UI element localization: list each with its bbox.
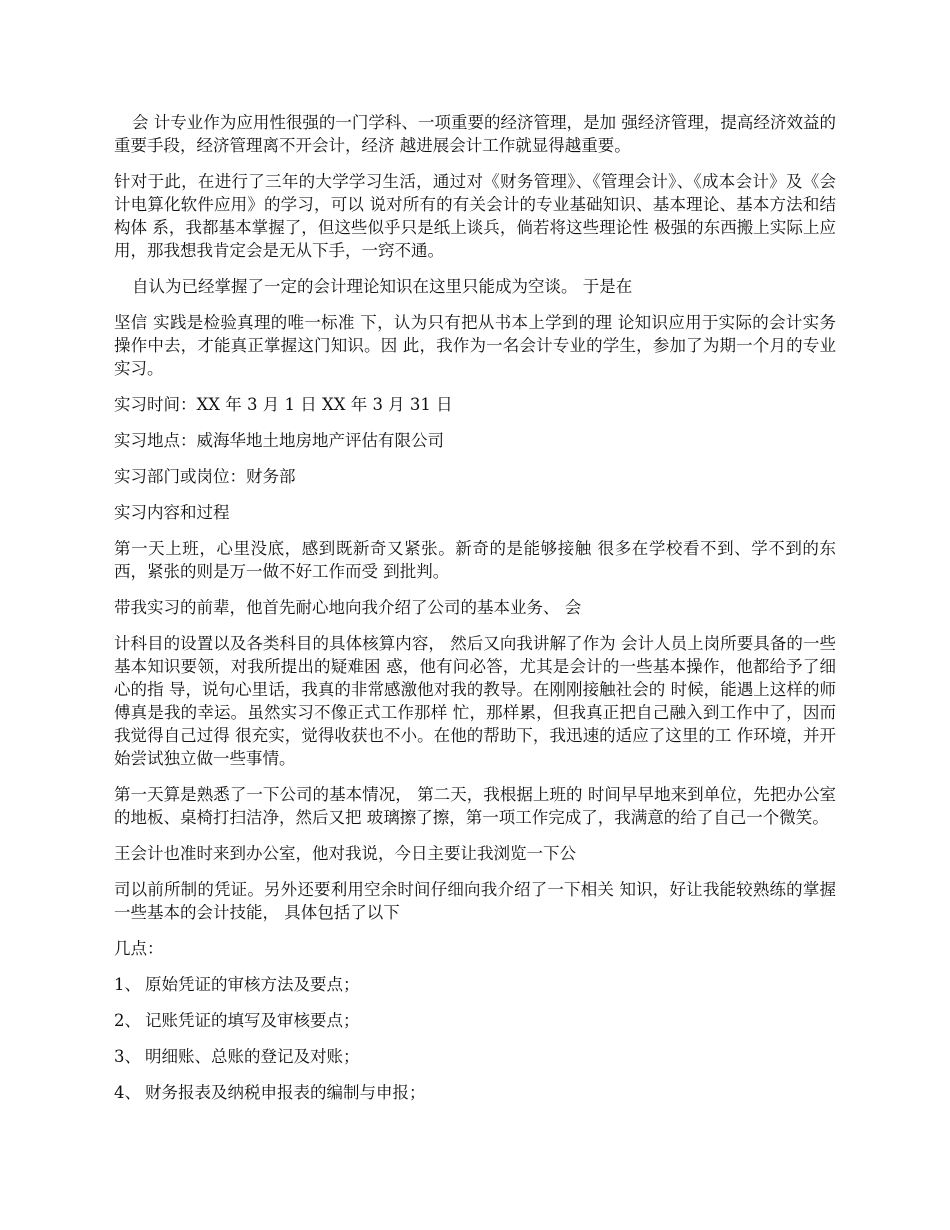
list-item-number: 3、 xyxy=(114,1047,141,1066)
list-item-number: 2、 xyxy=(114,1011,141,1030)
internship-location: 实习地点：威海华地土地房地产评估有限公司 xyxy=(114,431,444,450)
list-item-text: 明细账、总账的登记及对账； xyxy=(145,1047,360,1066)
list-item-number: 4、 xyxy=(114,1083,141,1102)
paragraph-mentor: 带我实习的前辈，他首先耐心地向我介绍了公司的基本业务、 会 xyxy=(114,598,582,617)
internship-time: 实习时间：XX 年 3 月 1 日 XX 年 3 月 31 日 xyxy=(114,395,453,414)
list-item xyxy=(114,1045,836,1068)
list-item-number: 1、 xyxy=(114,975,141,994)
paragraph-intro: 会 计专业作为应用性很强的一门学科、一项重要的经济管理，是加 强经济管理，提高经济效益的重要手段，经济管理离不开会计，经济 越进展会计工作就显得越重要。 xyxy=(114,113,836,155)
list-item-text: 记账凭证的填写及审核要点； xyxy=(145,1011,360,1030)
document-body xyxy=(114,111,836,1117)
list-item xyxy=(114,1081,836,1104)
internship-department: 实习部门或岗位：财务部 xyxy=(114,467,296,486)
paragraph-first-day: 第一天上班，心里没底，感到既新奇又紧张。新奇的是能够接触 很多在学校看不到、学不到的东西，紧张的则是万一做不好工作而受 到批判。 xyxy=(114,539,836,581)
paragraph-study: 针对于此，在进行了三年的大学学习生活，通过对《财务管理》、《管理会计》、《成本会计》及《会计电算化软件应用》的学习，可以 说对所有的有关会计的专业基础知识、基本理论、基本方法和结构体 系，我都基本掌握了，但这些似乎只是纸上谈兵，倘若将这些理论性 极强的东西搬上实际上应用，那我想我肯定会是无从下手，一窍不通。 xyxy=(114,172,836,260)
paragraph-theory: 自认为已经掌握了一定的会计理论知识在这里只能成为空谈。 于是在 xyxy=(132,277,633,296)
paragraph-accountant-wang: 王会计也准时来到办公室，他对我说，今日主要让我浏览一下公 xyxy=(114,844,576,863)
list-item xyxy=(114,973,836,996)
paragraph-accounts: 计科目的设置以及各类科目的具体核算内容， 然后又向我讲解了作为 会计人员上岗所要具备的一些基本知识要领，对我所提出的疑难困 惑，他有问必答，尤其是会计的一些基本操作，他都给予了细心的指 导，说句心里话，我真的非常感激他对我的教导。在刚刚接触社会的 时候，能遇上这样的师傅真是我的幸运。虽然实习不像正式工作那样 忙，那样累，但我真正把自己融入到工作中了，因而我觉得自己过得 很充实，觉得收获也不小。在他的帮助下，我迅速的适应了这里的工 作环境，并开始尝试独立做一些事情。 xyxy=(114,634,836,768)
paragraph-vouchers: 司以前所制的凭证。另外还要利用空余时间仔细向我介绍了一下相关 知识，好让我能较熟练的掌握一些基本的会计技能， 具体包括了以下 xyxy=(114,880,836,922)
section-heading: 实习内容和过程 xyxy=(114,503,230,522)
list-item xyxy=(114,1009,836,1032)
paragraph-practice: 坚信 实践是检验真理的唯一标准 下，认为只有把从书本上学到的理 论知识应用于实际的会计实务操作中去，才能真正掌握这门知识。因 此，我作为一名会计专业的学生，参加了为期一个月的专业实习。 xyxy=(114,313,836,378)
list-item-text: 原始凭证的审核方法及要点； xyxy=(145,975,360,994)
list-item-text: 财务报表及纳税申报表的编制与申报； xyxy=(145,1083,426,1102)
paragraph-points: 几点： xyxy=(114,939,164,958)
paragraph-second-day: 第一天算是熟悉了一下公司的基本情况， 第二天，我根据上班的 时间早早地来到单位，先把办公室的地板、桌椅打扫洁净，然后又把 玻璃擦了擦，第一项工作完成了，我满意的给了自己一个微笑。 xyxy=(114,785,836,827)
